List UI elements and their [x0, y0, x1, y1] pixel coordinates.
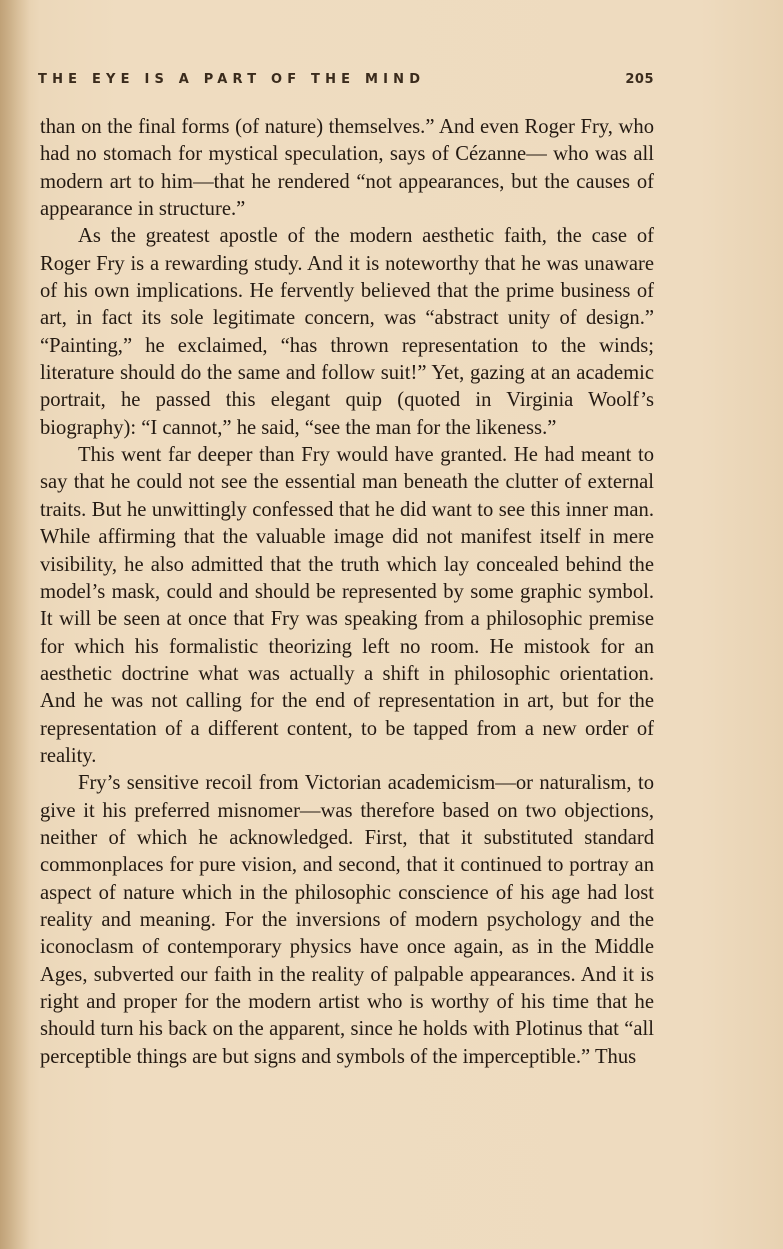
paragraph-4: Fry’s sensitive recoil from Victorian academicism—or naturalism, to give it his preferred misnomer—was therefore based on two objections, neither of which he acknowledged. First, that it substituted standard commonplaces for pure vision, and second, that it continued to portray an aspect of nature which in the philosophic conscience of his age had lost reality and meaning. For the inversions of modern psychology and the iconoclasm of contemporary physics have once again, as in the Middle Ages, subverted our faith in the reality of palpable appearances. And it is right and proper for the modern artist who is worthy of his time that he should turn his back on the apparent, since he holds with Plotinus that “all perceptible things are but signs and symbols of the imperceptible.” Thus: [40, 772, 654, 1068]
page-number: 205: [625, 72, 654, 87]
body-text: [40, 114, 654, 1071]
paragraph-1: than on the final forms (of nature) themselves.” And even Roger Fry, who had no stomach for mystical speculation, says of Cézanne— who was all modern art to him—that he rendered “not appearances, but the causes of appearance in structure.”: [40, 116, 654, 221]
running-head: [38, 68, 654, 92]
paragraph-3: This went far deeper than Fry would have granted. He had meant to say that he could not see the essential man beneath the clutter of external traits. But he unwittingly confessed that he did want to see this inner man. While affirming that the valuable image did not manifest itself in mere visibility, he also admitted that the truth which lay concealed behind the model’s mask, could and should be represented by some graphic symbol. It will be seen at once that Fry was speaking from a philosophic premise for which his formalistic theorizing left no room. He mistook for an aesthetic doctrine what was actually a shift in philosophic orientation. And he was not calling for the end of representation in art, but for the representation of a different content, to be tapped from a new order of reality.: [40, 444, 654, 767]
running-title: THE EYE IS A PART OF THE MIND: [38, 72, 426, 87]
paragraph-2: As the greatest apostle of the modern aesthetic faith, the case of Roger Fry is a rewarding study. And it is noteworthy that he was unaware of his own implications. He fervently believed that the prime business of art, in fact its sole legitimate concern, was “abstract unity of design.” “Painting,” he exclaimed, “has thrown representation to the winds; literature should do the same and follow suit!” Yet, gazing at an academic portrait, he passed this elegant quip (quoted in Virginia Woolf’s biography): “I cannot,” he said, “see the man for the likeness.”: [40, 225, 654, 439]
binding-shadow: [0, 0, 30, 1249]
